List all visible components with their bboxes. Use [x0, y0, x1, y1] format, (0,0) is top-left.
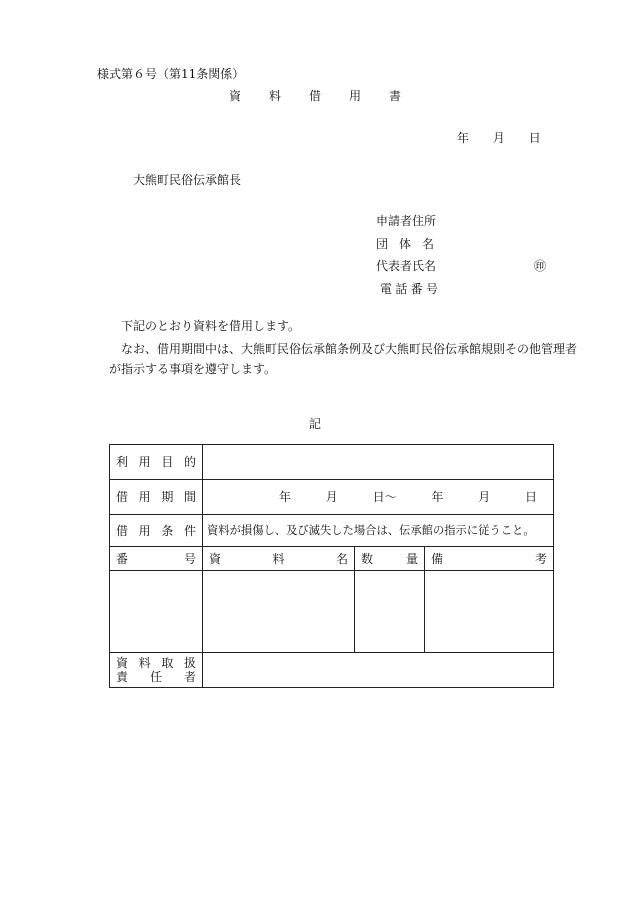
condition-value: 資料が損傷し、及び滅失した場合は、伝承館の指示に従うこと。: [203, 515, 554, 547]
ki-heading: 記: [308, 417, 321, 431]
title-char: 料: [268, 89, 281, 103]
body-line-2: なお、借用期間中は、大熊町民俗伝承館条例及び大熊町民俗伝承館規則その他管理者: [121, 342, 578, 356]
purpose-value[interactable]: [203, 445, 554, 480]
period-start-month: 月: [325, 490, 338, 504]
period-start-day: 日～: [372, 490, 397, 504]
date-line: [457, 131, 561, 145]
period-end-year: 年: [431, 490, 444, 504]
purpose-row: [110, 445, 554, 480]
condition-row: [110, 515, 554, 547]
col-remarks-header: 備 考: [425, 547, 554, 571]
col-name-header: 資 料 名: [203, 547, 355, 571]
phone-row: [376, 282, 546, 305]
items-body-row: [110, 571, 554, 653]
items-header-row: [110, 547, 554, 571]
borrowing-form-table: [109, 444, 554, 688]
item-remarks-cell[interactable]: [425, 571, 554, 653]
purpose-label: 利 用 目 的: [110, 445, 203, 480]
document-title: [0, 89, 630, 103]
applicant-address-label: 申請者住所: [376, 214, 437, 228]
period-label: 借 用 期 間: [110, 480, 203, 515]
responsible-value[interactable]: [203, 653, 554, 688]
date-day: 日: [528, 131, 541, 145]
body-line-1: 下記のとおり資料を借用します。: [121, 319, 301, 333]
applicant-address-row: [376, 214, 546, 237]
period-value[interactable]: [203, 480, 554, 515]
date-year: 年: [457, 131, 470, 145]
phone-label: 電 話 番 号: [380, 281, 438, 296]
responsible-row: [110, 653, 554, 688]
period-row: [110, 480, 554, 515]
period-start-year: 年: [279, 490, 292, 504]
representative-row: [376, 259, 546, 282]
period-end-month: 月: [478, 490, 491, 504]
responsible-label: 資 料 取 扱 責 任 者: [110, 653, 203, 688]
applicant-block: [376, 214, 546, 304]
period-end-day: 日: [524, 490, 537, 504]
title-char: 書: [389, 89, 402, 103]
condition-label: 借 用 条 件: [110, 515, 203, 547]
title-char: 借: [308, 89, 321, 103]
seal-mark: ㊞: [534, 259, 547, 273]
representative-label: 代表者氏名: [376, 259, 437, 273]
form-number: 様式第６号（第11条関係）: [97, 67, 245, 81]
body-line-3: が指示する事項を遵守します。: [109, 362, 277, 376]
item-qty-cell[interactable]: [355, 571, 425, 653]
date-month: 月: [492, 131, 505, 145]
item-name-cell[interactable]: [203, 571, 355, 653]
col-qty-header: 数 量: [355, 547, 425, 571]
addressee: 大熊町民俗伝承館長: [133, 173, 242, 187]
title-char: 資: [228, 89, 241, 103]
group-name-row: [376, 237, 546, 260]
title-char: 用: [349, 89, 362, 103]
item-number-cell[interactable]: [110, 571, 203, 653]
group-name-label: 団 体 名: [376, 236, 434, 251]
col-number-header: 番 号: [110, 547, 203, 571]
